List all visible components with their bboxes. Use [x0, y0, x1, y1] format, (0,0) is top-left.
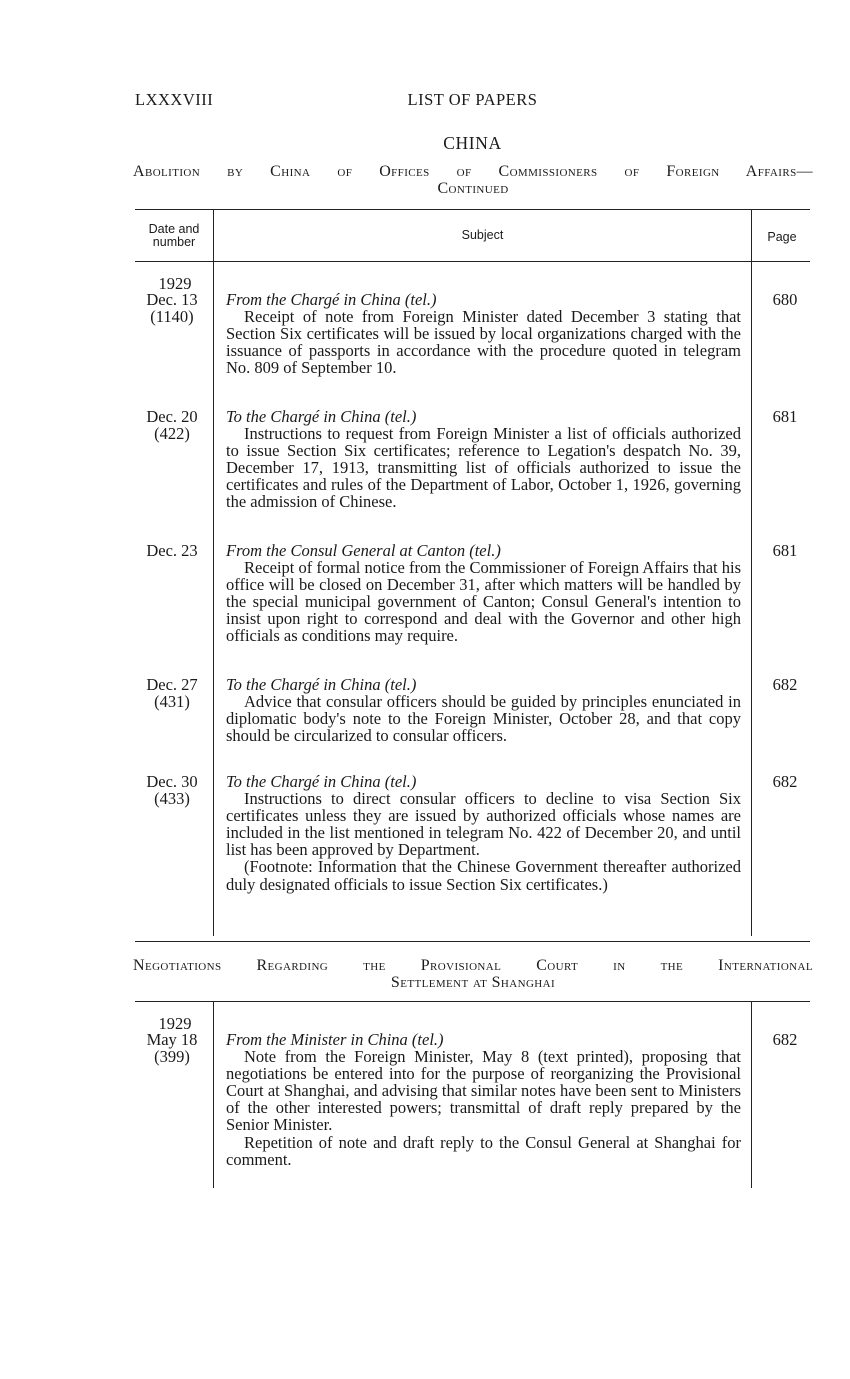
column-header-page: Page: [767, 230, 797, 244]
entry-number: (433): [154, 789, 190, 808]
entry-paragraph: Receipt of note from Foreign Minister dated December 3 stating that Section Six certificates will be issued by local organizations charged with the issuance of passports in accordance with the procedure quoted in telegram No. 809 of September 10.: [226, 307, 741, 378]
entry-heading: To the Chargé in China (tel.): [226, 407, 417, 426]
entry-date-day: Dec. 30: [146, 772, 198, 791]
entry-date: [130, 773, 214, 807]
entry-paragraph: Instructions to direct consular officers to decline to visa Section Six certificates unless they are issued by authorized officials whose names are included in the list mentioned in telegram No. 422 of December 20, and until list has been approved by Department.: [226, 789, 741, 860]
entry-page: 682: [772, 1030, 798, 1049]
entry-date: [130, 542, 214, 559]
table-top-rule: [135, 209, 810, 210]
entry-page: 680: [772, 290, 798, 309]
entry-footnote: (Footnote: Information that the Chinese Government thereafter authorized duly designated officials to issue Section Six certificates.): [226, 857, 741, 894]
entry-heading: From the Chargé in China (tel.): [226, 290, 437, 309]
entry-number: (422): [154, 424, 190, 443]
section-2-title-line2: Settlement at Shanghai: [390, 974, 556, 991]
column-header-subject: Subject: [461, 228, 504, 242]
table-2-top-rule: [135, 1001, 810, 1002]
entry-date-day: Dec. 20: [146, 407, 198, 426]
section-2-title-line1: Negotiations Regarding the Provisional Court in the International: [133, 957, 813, 974]
entry-paragraph: Repetition of note and draft reply to the Consul General at Shanghai for comment.: [226, 1132, 741, 1169]
column-header-date: Date and number: [148, 222, 200, 249]
running-title: LIST OF PAPERS: [407, 90, 538, 109]
entry-date-day: Dec. 23: [146, 541, 198, 560]
entry-number: (431): [154, 692, 190, 711]
entry-heading: From the Consul General at Canton (tel.): [226, 541, 501, 560]
entry-date: [130, 408, 214, 442]
section-2-title: [133, 957, 813, 991]
entry-paragraph: Receipt of formal notice from the Commissioner of Foreign Affairs that his office will be closed on December 31, after which matters will be handled by the special municipal government of Canton; Consul General's intention to insist upon right to correspond and deal with the Governor and other high officials as conditions may require.: [226, 558, 741, 646]
section-1-title-line2: Continued: [437, 180, 509, 197]
entry-page: 682: [772, 772, 798, 791]
entry-date: [130, 291, 214, 325]
entry-number: (1140): [150, 307, 194, 326]
entry-subject: [226, 408, 741, 511]
entry-heading: To the Chargé in China (tel.): [226, 675, 417, 694]
section-1-title-line1: Abolition by China of Offices of Commissioners of Foreign Affairs—: [133, 163, 813, 180]
entry-page: 682: [772, 675, 798, 694]
entry-date-day: Dec. 27: [146, 675, 198, 694]
entry-date-day: May 18: [146, 1030, 198, 1049]
entry-date-day: Dec. 13: [146, 290, 198, 309]
page-column-divider-2: [751, 1002, 752, 1188]
running-head: [135, 90, 810, 112]
entry-heading: To the Chargé in China (tel.): [226, 772, 417, 791]
section-2-year: 1929: [158, 1014, 192, 1033]
entry-paragraph: Advice that consular officers should be guided by principles enunciated in diplomatic body's note to the Foreign Minister, October 28, and that copy should be circularized to consular officers.: [226, 692, 741, 746]
entry-heading: From the Minister in China (tel.): [226, 1030, 444, 1049]
entry-number: (399): [154, 1047, 190, 1066]
entry-page: 681: [772, 407, 798, 426]
entry-subject: [226, 542, 741, 645]
entry-date: [130, 676, 214, 710]
entry-subject: [226, 676, 741, 744]
entry-subject: [226, 773, 741, 893]
entry-date: [130, 1031, 214, 1065]
country-heading: CHINA: [443, 133, 502, 153]
table-bottom-rule: [135, 941, 810, 942]
section-1-year: 1929: [158, 274, 192, 293]
entry-subject: [226, 1031, 741, 1168]
table-header-rule: [135, 261, 810, 262]
page-column-divider: [751, 210, 752, 936]
entry-page: 681: [772, 541, 798, 560]
page-folio: LXXXVIII: [135, 90, 214, 109]
entry-paragraph: Instructions to request from Foreign Minister a list of officials authorized to issue Section Six certificates; reference to Legation's despatch No. 39, December 17, 1913, transmitting list of officials authorized to issue the certificates and rules of the Department of Labor, October 1, 1926, governing the admission of Chinese.: [226, 424, 741, 512]
section-1-title: [133, 163, 813, 197]
entry-subject: [226, 291, 741, 376]
date-column-divider-2: [213, 1002, 214, 1188]
entry-paragraph: Note from the Foreign Minister, May 8 (text printed), proposing that negotiations be entered into for the purpose of reorganizing the Provisional Court at Shanghai, and advising that similar notes have been sent to Ministers of the other interested powers; transmittal of draft reply prepared by the Senior Minister.: [226, 1047, 741, 1135]
